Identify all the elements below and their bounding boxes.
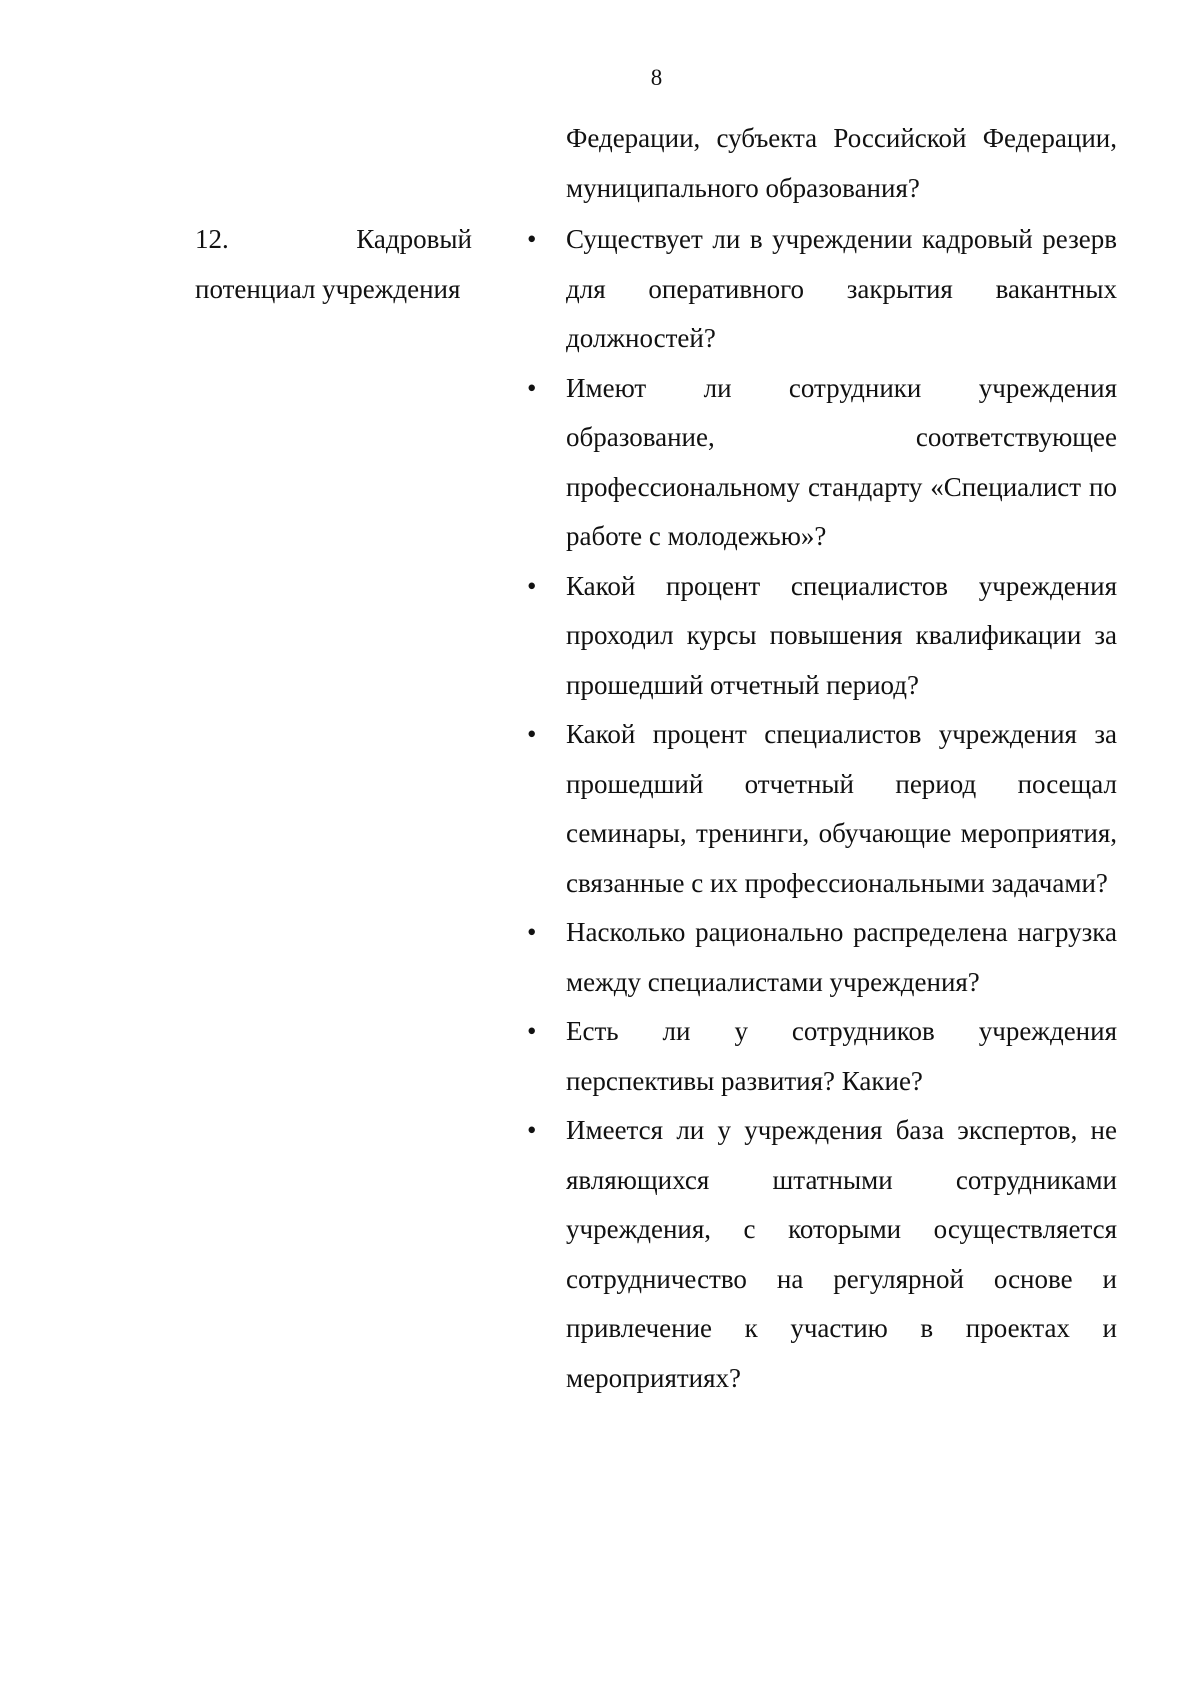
question-text: Имеют ли сотрудники учреждения образование, соответствующее профессиональному стандарту «Специалист по работе с молодежью»?	[566, 372, 1117, 551]
section-title-first: Кадровый	[356, 224, 472, 254]
section-number: 12.	[195, 224, 229, 254]
question-item	[527, 1007, 1117, 1106]
question-item	[527, 1106, 1117, 1403]
continuation-text: Федерации, субъекта Российской Федерации, муниципального образования?	[566, 123, 1117, 203]
question-text: Имеется ли у учреждения база экспертов, не являющихся штатными сотрудниками учреждения, с которыми осуществляется сотрудничество на регулярной основе и привлечение к участию в проектах и мероприятиях?	[566, 1115, 1117, 1393]
bullet-icon: •	[527, 1016, 537, 1046]
bullet-icon: •	[527, 1115, 537, 1145]
bullet-icon: •	[527, 719, 537, 749]
section-label	[195, 215, 472, 314]
bullet-icon: •	[527, 570, 537, 601]
section-label-line	[195, 215, 472, 265]
bullet-icon: •	[527, 917, 537, 947]
question-text: Какой процент специалистов учреждения за прошедший отчетный период посещал семинары, тренинги, обучающие мероприятия, связанные с их профессиональными задачами?	[566, 719, 1117, 898]
question-text: Существует ли в учреждении кадровый резерв для оперативного закрытия вакантных должностей?	[566, 224, 1117, 353]
section-title-rest: потенциал учреждения	[195, 273, 461, 304]
question-text: Есть ли у сотрудников учреждения перспективы развития? Какие?	[566, 1016, 1117, 1096]
question-item	[527, 562, 1117, 711]
page-number: 8	[650, 65, 663, 90]
question-item	[527, 710, 1117, 908]
question-list	[527, 215, 1117, 1403]
bullet-icon: •	[527, 224, 537, 254]
bullet-icon: •	[527, 372, 537, 403]
question-item	[527, 364, 1117, 562]
question-text: Насколько рационально распределена нагрузка между специалистами учреждения?	[566, 917, 1117, 997]
question-item	[527, 908, 1117, 1007]
question-text: Какой процент специалистов учреждения проходил курсы повышения квалификации за прошедший отчетный период?	[566, 570, 1117, 700]
question-item	[527, 215, 1117, 364]
